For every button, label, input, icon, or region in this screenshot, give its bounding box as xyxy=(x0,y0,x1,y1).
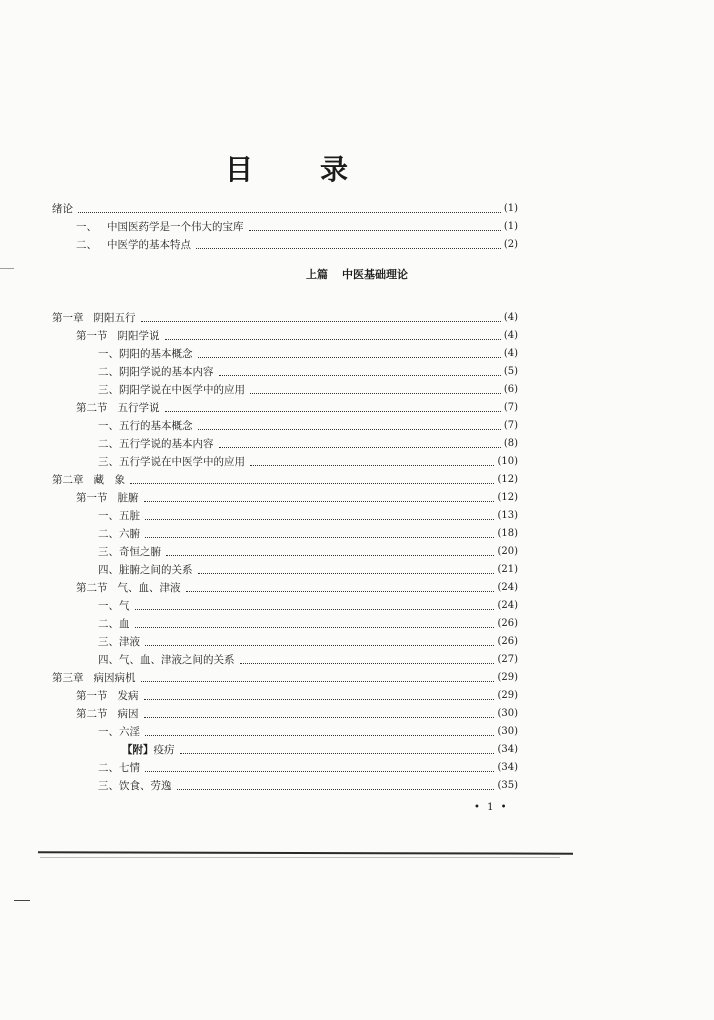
toc-entry xyxy=(98,562,518,578)
toc-entry-label xyxy=(76,237,193,253)
toc-entry-label xyxy=(98,454,247,470)
toc-entry-label xyxy=(98,526,142,542)
toc-entry-number: 一、 xyxy=(98,420,119,432)
toc-dot-leader xyxy=(145,735,494,736)
toc-entry-label xyxy=(122,742,177,758)
toc-entry-title: 发病 xyxy=(117,690,139,702)
toc-dot-leader xyxy=(78,212,501,213)
toc-entry-title: 中医学的基本特点 xyxy=(107,239,191,251)
toc-entry-label xyxy=(76,490,141,506)
toc-entry xyxy=(98,436,518,452)
toc-entry-page: (4) xyxy=(503,330,518,341)
toc-entry-label xyxy=(98,616,132,632)
toc-entry-page: (13) xyxy=(497,510,518,521)
toc-entry xyxy=(76,706,518,722)
toc-dot-leader xyxy=(219,375,501,376)
toc-entry-label xyxy=(76,580,183,596)
toc-dot-leader xyxy=(219,447,501,448)
toc-entry-page: (7) xyxy=(503,420,518,431)
toc-dot-leader xyxy=(145,771,494,772)
toc-dot-leader xyxy=(130,483,494,484)
toc-entry-title: 阴阳学说的基本内容 xyxy=(119,366,214,378)
toc-dot-leader xyxy=(249,230,501,231)
toc-entry-title: 五行学说的基本内容 xyxy=(119,438,214,450)
toc-entry-title: 脏腑 xyxy=(117,492,139,504)
toc-entry xyxy=(98,652,518,668)
toc-entry-page: (20) xyxy=(497,546,518,557)
scan-mark xyxy=(0,268,14,269)
toc-entry-page: (4) xyxy=(503,312,518,323)
part-name: 中医基础理论 xyxy=(342,268,408,281)
toc-entry-page: (34) xyxy=(497,762,518,773)
toc-entry xyxy=(98,526,518,542)
toc-entry-title: 疫疠 xyxy=(153,744,175,756)
toc-entry-page: (35) xyxy=(497,780,518,791)
toc-entry-title: 藏 象 xyxy=(93,474,125,486)
toc-entry-title: 脏腑之间的关系 xyxy=(119,564,193,576)
toc-entry xyxy=(98,346,518,362)
toc-entry xyxy=(76,237,518,253)
toc-entry-number: 二、 xyxy=(98,366,119,378)
toc-entry-number: 三、 xyxy=(98,456,119,468)
toc-entry-title: 津液 xyxy=(119,636,140,648)
toc-entry-number: 四、 xyxy=(98,654,119,666)
page-number: • 1 • xyxy=(474,802,509,813)
toc-entry-label xyxy=(76,706,141,722)
toc-dot-leader xyxy=(165,339,501,340)
toc-entry-title: 病因病机 xyxy=(93,672,136,684)
toc-entry-label xyxy=(98,508,142,524)
toc-entry-number: 第一节 xyxy=(76,492,108,504)
toc-dot-leader xyxy=(180,753,495,754)
toc-entry-number: 二、 xyxy=(98,438,119,450)
toc-entry-number: 第三章 xyxy=(52,672,84,684)
toc-entry-label xyxy=(98,760,142,776)
toc-entry-page: (10) xyxy=(497,456,518,467)
toc-entry-title: 阴阳的基本概念 xyxy=(119,348,193,360)
toc-entry-number: 一、 xyxy=(76,221,97,233)
toc-entry-number: 二、 xyxy=(98,762,119,774)
toc-entry-number: 第一章 xyxy=(52,312,84,324)
bottom-rule xyxy=(38,851,573,854)
toc-entry-title: 五行学说在中医学中的应用 xyxy=(119,456,245,468)
toc-entry-number: 第二节 xyxy=(76,708,108,720)
toc-dot-leader xyxy=(135,627,495,628)
title-char-1: 目 xyxy=(225,153,254,186)
toc-entry xyxy=(98,418,518,434)
toc-entry xyxy=(76,219,518,235)
toc-entry-title: 中国医药学是一个伟大的宝库 xyxy=(107,221,244,233)
toc-entry-number: 绪论 xyxy=(52,203,73,215)
toc-dot-leader xyxy=(198,357,501,358)
toc-dot-leader xyxy=(198,573,495,574)
toc-entry-number: 第二节 xyxy=(76,402,108,414)
bottom-rule-shadow xyxy=(40,857,560,858)
toc-entry-label xyxy=(76,400,162,416)
toc-entry-label xyxy=(98,562,195,578)
toc-entry-page: (12) xyxy=(497,492,518,503)
toc-entry-label xyxy=(98,436,216,452)
toc-entry xyxy=(52,310,518,326)
toc-entry-label xyxy=(98,346,195,362)
toc-entry xyxy=(98,760,518,776)
toc-entry-label xyxy=(52,472,127,488)
toc-entry xyxy=(98,778,518,794)
toc-entry-label xyxy=(52,670,138,686)
toc-entry-title: 气 xyxy=(119,600,130,612)
toc-entry xyxy=(98,634,518,650)
toc-entry-label xyxy=(98,778,174,794)
toc-dot-leader xyxy=(144,717,495,718)
toc-entry xyxy=(52,201,518,217)
toc-entry xyxy=(52,670,518,686)
toc-entry xyxy=(98,544,518,560)
toc-entry xyxy=(76,688,518,704)
toc-title xyxy=(0,148,714,188)
toc-entry-page: (1) xyxy=(503,203,518,214)
toc-dot-leader xyxy=(240,663,495,664)
toc-entry-label xyxy=(76,219,246,235)
toc-entry-page: (26) xyxy=(497,636,518,647)
toc-entry xyxy=(76,490,518,506)
toc-entry-page: (5) xyxy=(503,366,518,377)
part-label: 上篇 xyxy=(306,268,328,281)
toc-entry xyxy=(76,580,518,596)
toc-entry-number: 二、 xyxy=(98,618,119,630)
toc-entry-page: (24) xyxy=(497,582,518,593)
toc-entry-number: 第二节 xyxy=(76,582,108,594)
toc-entry-page: (6) xyxy=(503,384,518,395)
toc-dot-leader xyxy=(141,321,501,322)
toc-entry xyxy=(98,382,518,398)
toc-entry-title: 六淫 xyxy=(119,726,140,738)
toc-entry-number: 三、 xyxy=(98,384,119,396)
toc-entry-title: 六腑 xyxy=(119,528,140,540)
toc-entry-number: 一、 xyxy=(98,600,119,612)
toc-entry-page: (29) xyxy=(497,672,518,683)
toc-entry-number: 三、 xyxy=(98,636,119,648)
toc-dot-leader xyxy=(250,393,501,394)
toc-entry-label xyxy=(76,688,141,704)
toc-dot-leader xyxy=(177,789,495,790)
toc-entry-label xyxy=(98,634,142,650)
toc-entry-page: (21) xyxy=(497,564,518,575)
toc-entry-page: (34) xyxy=(497,744,518,755)
toc-entry xyxy=(98,364,518,380)
toc-dot-leader xyxy=(135,609,495,610)
toc-entry-number: 三、 xyxy=(98,780,119,792)
toc-entry xyxy=(76,328,518,344)
toc-entry-title: 阴阳五行 xyxy=(93,312,136,324)
toc-entry-label xyxy=(98,544,163,560)
toc-entry xyxy=(122,742,518,758)
toc-entry-number: 一、 xyxy=(98,726,119,738)
toc-entry xyxy=(98,616,518,632)
toc-entry-page: (24) xyxy=(497,600,518,611)
toc-entry-label xyxy=(98,652,237,668)
toc-dot-leader xyxy=(165,411,501,412)
toc-dot-leader xyxy=(145,537,494,538)
toc-entry-title: 七情 xyxy=(119,762,140,774)
toc-entry-number: 第一节 xyxy=(76,690,108,702)
toc-entry-title: 阴阳学说 xyxy=(117,330,160,342)
toc-entry-page: (4) xyxy=(503,348,518,359)
toc-entry-title: 饮食、劳逸 xyxy=(119,780,172,792)
toc-entry-number: 二、 xyxy=(98,528,119,540)
toc-entry-label xyxy=(98,418,195,434)
toc-dot-leader xyxy=(145,519,494,520)
toc-entry-page: (27) xyxy=(497,654,518,665)
toc-entry xyxy=(98,454,518,470)
toc-entry-page: (1) xyxy=(503,221,518,232)
toc-entry-number: 二、 xyxy=(76,239,97,251)
toc-entry xyxy=(52,472,518,488)
toc-entry-number: 第二章 xyxy=(52,474,84,486)
toc-dot-leader xyxy=(144,501,495,502)
toc-entry-title: 奇恒之腑 xyxy=(119,546,161,558)
toc-entry-title: 气、血、津液 xyxy=(117,582,181,594)
toc-dot-leader xyxy=(145,645,494,646)
toc-entry-number: 一、 xyxy=(98,510,119,522)
toc-entry-page: (18) xyxy=(497,528,518,539)
toc-entry xyxy=(76,400,518,416)
toc-entry-title: 阴阳学说在中医学中的应用 xyxy=(119,384,245,396)
toc-entry-title: 五脏 xyxy=(119,510,140,522)
toc-entry-title: 病因 xyxy=(117,708,139,720)
toc-entry-label xyxy=(98,598,132,614)
toc-entry-label xyxy=(98,724,142,740)
toc-entry-page: (29) xyxy=(497,690,518,701)
scan-mark xyxy=(14,900,30,901)
toc-dot-leader xyxy=(198,429,501,430)
toc-dot-leader xyxy=(166,555,494,556)
toc-entry xyxy=(98,598,518,614)
toc-entry-page: (30) xyxy=(497,708,518,719)
toc-entry-page: (30) xyxy=(497,726,518,737)
toc-entry-page: (12) xyxy=(497,474,518,485)
toc-entry-number: 第一节 xyxy=(76,330,108,342)
toc-entry-page: (8) xyxy=(503,438,518,449)
toc-dot-leader xyxy=(144,699,495,700)
toc-entry-label xyxy=(98,382,247,398)
toc-entry xyxy=(98,724,518,740)
toc-entry-title: 五行的基本概念 xyxy=(119,420,193,432)
title-char-2: 录 xyxy=(320,153,349,186)
toc-entry-page: (26) xyxy=(497,618,518,629)
toc-entry-page: (2) xyxy=(503,239,518,250)
toc-dot-leader xyxy=(186,591,495,592)
toc-entry-label xyxy=(52,201,75,217)
toc-entry-label xyxy=(76,328,162,344)
toc-entry-label xyxy=(98,364,216,380)
toc-entry-number: 一、 xyxy=(98,348,119,360)
toc-entry-label xyxy=(52,310,138,326)
toc-entry-number: 三、 xyxy=(98,546,119,558)
toc-dot-leader xyxy=(141,681,495,682)
toc-entry-title: 气、血、津液之间的关系 xyxy=(119,654,235,666)
toc-entry-number: 四、 xyxy=(98,564,119,576)
toc-entry-title: 五行学说 xyxy=(117,402,160,414)
toc-dot-leader xyxy=(196,248,501,249)
toc-entry-page: (7) xyxy=(503,402,518,413)
toc-entry xyxy=(98,508,518,524)
toc-entry-title: 血 xyxy=(119,618,130,630)
part-heading xyxy=(0,266,714,282)
toc-dot-leader xyxy=(250,465,494,466)
toc-entry-number: 【附】 xyxy=(122,744,154,756)
